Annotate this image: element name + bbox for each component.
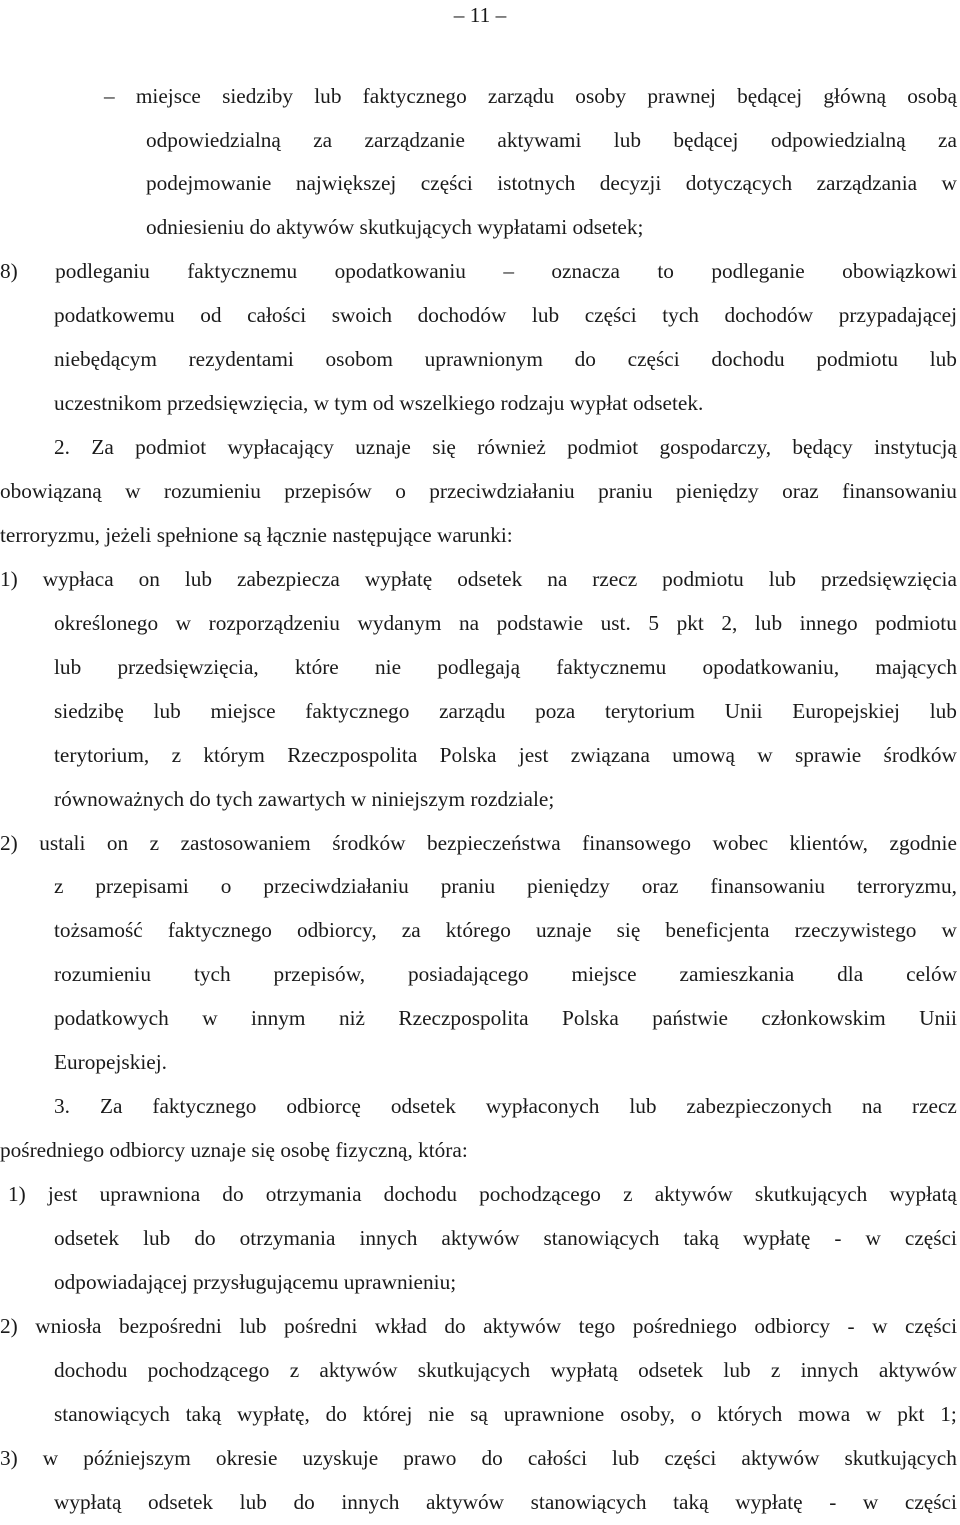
text-line: podatkowemu od całości swoich dochodów lub części tych dochodów przypadającej [54, 303, 957, 327]
text-line: uczestnikom przedsięwzięcia, w tym od wszelkiego rodzaju wypłat odsetek. [54, 391, 704, 415]
text-line: 8) podleganiu faktycznemu opodatkowaniu – oznacza to podleganie obowiązkowi [0, 259, 957, 283]
text-line: wypłatą odsetek lub do innych aktywów stanowiących taką wypłatę - w części [54, 1490, 957, 1514]
text-line: stanowiących taką wypłatę, do której nie są uprawnione osoby, o których mowa w pkt 1; [54, 1402, 957, 1426]
text-line: równoważnych do tych zawartych w niniejszym rozdziale; [54, 787, 555, 811]
text-line: odpowiedzialną za zarządzanie aktywami lub będącej odpowiedzialną za [146, 128, 957, 152]
text-line: siedzibę lub miejsce faktycznego zarządu poza terytorium Unii Europejskiej lub [54, 699, 957, 723]
text-line: określonego w rozporządzeniu wydanym na podstawie ust. 5 pkt 2, lub innego podmiotu [54, 611, 957, 635]
text-line: podatkowych w innym niż Rzeczpospolita Polska państwie członkowskim Unii [54, 1006, 957, 1030]
page-number: – 11 – [453, 3, 507, 27]
text-line: 2. Za podmiot wypłacający uznaje się również podmiot gospodarczy, będący instytucją [54, 435, 957, 459]
text-line: odpowiadającej przysługującemu uprawnieniu; [54, 1270, 457, 1294]
text-line: lub przedsięwzięcia, które nie podlegają faktycznemu opodatkowaniu, mających [54, 655, 957, 679]
text-line: rozumieniu tych przepisów, posiadającego miejsce zamieszkania dla celów [54, 962, 957, 986]
text-line: obowiązaną w rozumieniu przepisów o przeciwdziałaniu praniu pieniędzy oraz finansowaniu [0, 479, 957, 503]
text-line: pośredniego odbiorcy uznaje się osobę fizyczną, która: [0, 1138, 468, 1162]
text-line: 2) wniosła bezpośredni lub pośredni wkład do aktywów tego pośredniego odbiorcy - w części [0, 1314, 957, 1338]
text-line: terroryzmu, jeżeli spełnione są łącznie następujące warunki: [0, 523, 513, 547]
text-line: – miejsce siedziby lub faktycznego zarządu osoby prawnej będącej główną osobą [104, 84, 957, 108]
text-line: z przepisami o przeciwdziałaniu praniu pieniędzy oraz finansowaniu terroryzmu, [54, 874, 957, 898]
text-line: Europejskiej. [54, 1050, 167, 1074]
text-line: 1) jest uprawniona do otrzymania dochodu pochodzącego z aktywów skutkujących wypłatą [8, 1182, 957, 1206]
text-line: tożsamość faktycznego odbiorcy, za którego uznaje się beneficjenta rzeczywistego w [54, 918, 957, 942]
text-line: 3) w późniejszym okresie uzyskuje prawo do całości lub części aktywów skutkujących [0, 1446, 957, 1470]
text-line: terytorium, z którym Rzeczpospolita Polska jest związana umową w sprawie środków [54, 743, 957, 767]
text-line: odsetek lub do otrzymania innych aktywów stanowiących taką wypłatę - w części [54, 1226, 957, 1250]
text-line: 3. Za faktycznego odbiorcę odsetek wypłaconych lub zabezpieczonych na rzecz [54, 1094, 957, 1118]
text-line: dochodu pochodzącego z aktywów skutkujących wypłatą odsetek lub z innych aktywów [54, 1358, 957, 1382]
text-line: 2) ustali on z zastosowaniem środków bezpieczeństwa finansowego wobec klientów, zgodnie [0, 831, 957, 855]
text-line: odniesieniu do aktywów skutkujących wypłatami odsetek; [146, 215, 644, 239]
text-line: niebędącym rezydentami osobom uprawnionym do części dochodu podmiotu lub [54, 347, 957, 371]
text-line: podejmowanie największej części istotnych decyzji dotyczących zarządzania w [146, 171, 957, 195]
text-line: 1) wypłaca on lub zabezpiecza wypłatę odsetek na rzecz podmiotu lub przedsięwzięcia [0, 567, 957, 591]
